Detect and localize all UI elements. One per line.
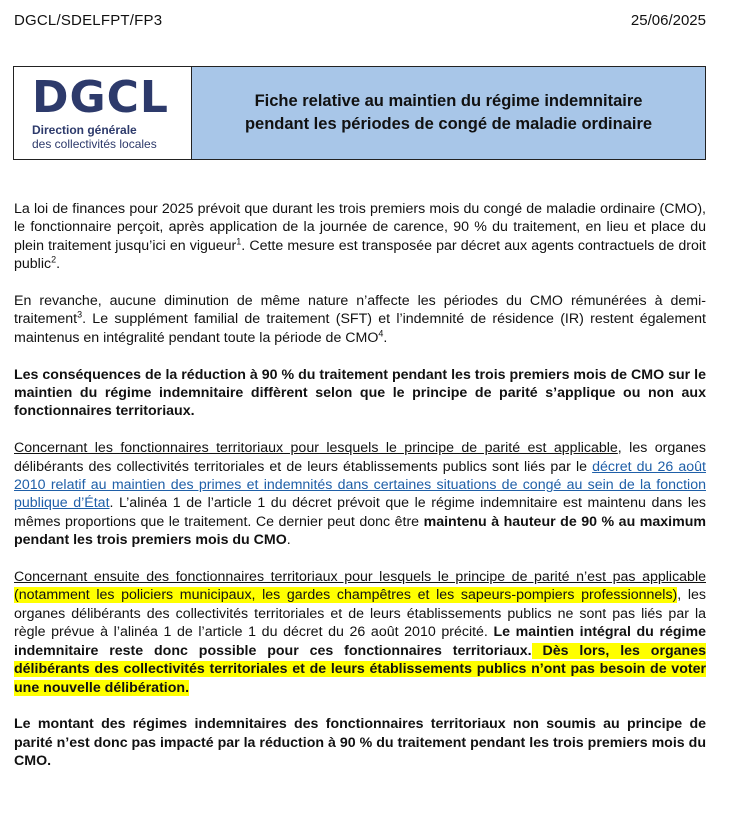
logo-line-1: Direction générale	[32, 123, 137, 137]
footnote-ref-2[interactable]: 2	[51, 254, 57, 265]
highlight-conclusion: Dès lors, les organes délibérants des collectivités territoriales et de leurs établissements publics n’ont pas besoin de voter une nouvelle délibération.	[14, 642, 706, 696]
document-title	[192, 67, 705, 159]
paragraph-conclusion: Le montant des régimes indemnitaires des fonctionnaires territoriaux non soumis au principe de parité n’est donc pas impacté par la réduction à 90 % du traitement pendant les trois premiers mois du CMO.	[14, 716, 706, 770]
document-date: 25/06/2025	[630, 12, 706, 29]
footnote-ref-4[interactable]: 4	[378, 328, 384, 339]
title-line-1: Fiche relative au maintien du régime indemnitaire	[254, 92, 643, 110]
decree-2010-link[interactable]: décret du 26 août 2010 relatif au maintien des primes et indemnités dans certaines situations de congé au sein de la fonction publique d’État	[14, 458, 706, 512]
document-body	[14, 200, 706, 789]
title-box	[13, 66, 706, 160]
paragraph-intro: La loi de finances pour 2025 prévoit que durant les trois premiers mois du congé de maladie ordinaire (CMO), le fonctionnaire perçoit, après application de la journée de carence, 90 % du traitement, en lieu et place du plein traitement jusqu’ici en vigueur$^1$. Cette mesure est transposée par décret aux agents contractuels de droit public$^2$.	[14, 201, 706, 273]
section-heading-parite-non-applicable: Concernant ensuite des fonctionnaires territoriaux pour lesquels le principe de parité n’est pas applicable	[14, 569, 706, 586]
paragraph-parite-non-applicable: Concernant ensuite des fonctionnaires territoriaux pour lesquels le principe de parité n’est pas applicable (notamment les policiers municipaux, les gardes champêtres et les sapeurs-pompiers professionnels), les organes délibérants des collectivités territoriales et de leurs établissements publics ne sont pas liés par la règle prévue à l’alinéa 1 de l’article 1 du décret du 26 août 2010 précité. Le maintien intégral du régime indemnitaire reste donc possible pour ces fonctionnaires territoriaux. Dès lors, les organes délibérants des collectivités territoriales et de leurs établissements publics n’ont pas besoin de voter une nouvelle délibération.	[14, 569, 706, 696]
footnote-ref-3[interactable]: 3	[77, 309, 83, 320]
logo-line-2: des collectivités locales	[32, 137, 157, 151]
section-heading-parite-applicable: Concernant les fonctionnaires territoriaux pour lesquels le principe de parité est applicable	[14, 440, 618, 457]
paragraph-consequences: Les conséquences de la réduction à 90 % du traitement pendant les trois premiers mois de CMO sur le maintien du régime indemnitaire diffèrent selon que le principe de parité s’applique ou non aux fonctionnaires territoriaux.	[14, 366, 706, 420]
title-line-2: pendant les périodes de congé de maladie ordinaire	[244, 115, 653, 133]
highlight-examples: (notamment les policiers municipaux, les gardes champêtres et les sapeurs-pompiers professionnels)	[14, 587, 678, 604]
dgcl-logo	[14, 67, 192, 159]
document-reference: DGCL/SDELFPT/FP3	[14, 12, 163, 29]
paragraph-demi-traitement: En revanche, aucune diminution de même nature n’affecte les périodes du CMO rémunérées à demi-traitement$^3$. Le supplément familial de traitement (SFT) et l’indemnité de résidence (IR) restent également maintenus en intégralité pendant toute la période de CMO$^4$.	[14, 293, 706, 346]
logo-acronym: DGCL	[32, 72, 169, 123]
footnote-ref-1[interactable]: 1	[236, 236, 242, 247]
paragraph-parite-applicable: Concernant les fonctionnaires territoriaux pour lesquels le principe de parité est applicable, les organes délibérants des collectivités territoriales et de leurs établissements publics sont liés par le décret du 26 août 2010 relatif au maintien des primes et indemnités dans certaines situations de congé au sein de la fonction publique d’État. L’alinéa 1 de l’article 1 du décret prévoit que le régime indemnitaire est maintenu dans les mêmes proportions que le traitement. Ce dernier peut donc être maintenu à hauteur de 90 % au maximum pendant les trois premiers mois du CMO.	[14, 440, 707, 549]
